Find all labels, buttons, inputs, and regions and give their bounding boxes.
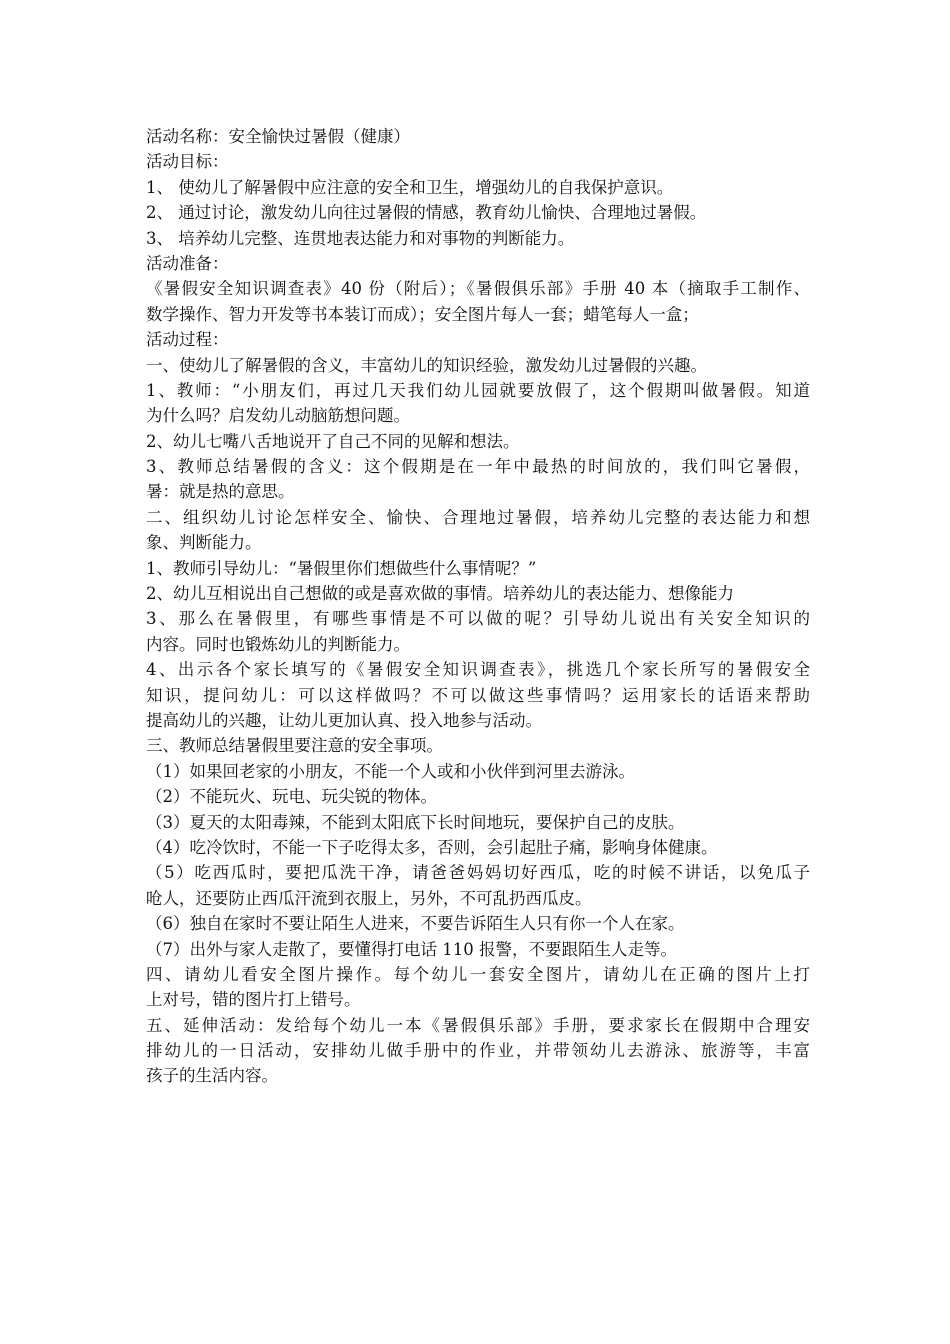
process-heading: 活动过程： <box>146 330 229 350</box>
paragraph-line: 暑：就是热的意思。 <box>146 482 295 502</box>
section-heading-2-cont: 象、判断能力。 <box>146 533 262 553</box>
goals-heading: 活动目标： <box>146 152 229 172</box>
paragraph-line: 知识，提问幼儿：可以这样做吗？不可以做这些事情吗？运用家长的话语来帮助 <box>146 685 810 705</box>
section-heading-5-cont: 排幼儿的一日活动，安排幼儿做手册中的作业，并带领幼儿去游泳、旅游等，丰富 <box>146 1041 810 1061</box>
safety-item-cont: 呛人，还要防止西瓜汗流到衣服上，另外，不可乱扔西瓜皮。 <box>146 888 592 908</box>
goal-item-3: 3、 培养幼儿完整、连贯地表达能力和对事物的判断能力。 <box>146 228 575 248</box>
document-body <box>146 124 810 1089</box>
section-heading-5: 五、延伸活动：发给每个幼儿一本《暑假俱乐部》手册，要求家长在假期中合理安 <box>146 1015 810 1035</box>
paragraph-line: 内容。同时也锻炼幼儿的判断能力。 <box>146 634 410 654</box>
paragraph-line: 提高幼儿的兴趣，让幼儿更加认真、投入地参与活动。 <box>146 710 542 730</box>
paragraph-line: 2、幼儿七嘴八舌地说开了自己不同的见解和想法。 <box>146 431 520 451</box>
section-heading-4: 四、请幼儿看安全图片操作。每个幼儿一套安全图片，请幼儿在正确的图片上打 <box>146 964 810 984</box>
goal-item-2: 2、 通过讨论，激发幼儿向往过暑假的情感，教育幼儿愉快、合理地过暑假。 <box>146 203 707 223</box>
paragraph-line: 2、幼儿互相说出自己想做的或是喜欢做的事情。培养幼儿的表达能力、想像能力 <box>146 584 734 604</box>
section-heading-2: 二、组织幼儿讨论怎样安全、愉快、合理地过暑假，培养幼儿完整的表达能力和想 <box>146 507 810 527</box>
paragraph-line: 3、那么在暑假里，有哪些事情是不可以做的呢？引导幼儿说出有关安全知识的 <box>146 609 810 629</box>
section-heading-1: 一、使幼儿了解暑假的含义，丰富幼儿的知识经验，激发幼儿过暑假的兴趣。 <box>146 355 707 375</box>
paragraph-line: 为什么吗？启发幼儿动脑筋想问题。 <box>146 406 410 426</box>
safety-item: （5）吃西瓜时，要把瓜洗干净，请爸爸妈妈切好西瓜，吃的时候不讲话，以免瓜子 <box>146 863 810 883</box>
paragraph-line: 3、教师总结暑假的含义：这个假期是在一年中最热的时间放的，我们叫它暑假， <box>146 457 810 477</box>
activity-name-line: 活动名称：安全愉快过暑假（健康） <box>146 127 410 146</box>
safety-item: （2）不能玩火、玩电、玩尖锐的物体。 <box>146 787 437 807</box>
safety-item: （3）夏天的太阳毒辣，不能到太阳底下长时间地玩，要保护自己的皮肤。 <box>146 812 685 832</box>
goal-item-1: 1、 使幼儿了解暑假中应注意的安全和卫生，增强幼儿的自我保护意识。 <box>146 177 674 197</box>
safety-item: （4）吃冷饮时，不能一下子吃得太多，否则，会引起肚子痛，影响身体健康。 <box>146 837 718 857</box>
preparation-heading: 活动准备： <box>146 253 229 273</box>
section-heading-4-cont: 上对号，错的图片打上错号。 <box>146 990 361 1010</box>
safety-item: （6）独自在家时不要让陌生人进来，不要告诉陌生人只有你一个人在家。 <box>146 914 685 934</box>
paragraph-line: 4、出示各个家长填写的《暑假安全知识调查表》，挑选几个家长所写的暑假安全 <box>146 660 810 680</box>
section-heading-3: 三、教师总结暑假里要注意的安全事项。 <box>146 736 443 756</box>
paragraph-line: 1、教师引导幼儿：“暑假里你们想做些什么事情呢？” <box>146 558 537 578</box>
safety-item: （1）如果回老家的小朋友，不能一个人或和小伙伴到河里去游泳。 <box>146 761 635 781</box>
section-heading-5-cont: 孩子的生活内容。 <box>146 1066 278 1086</box>
paragraph-line: 1、教师：“小朋友们，再过几天我们幼儿园就要放假了，这个假期叫做暑假。知道 <box>146 380 810 400</box>
preparation-text-line: 《暑假安全知识调查表》40 份（附后）；《暑假俱乐部》手册 40 本（摘取手工制作、 <box>146 279 810 299</box>
preparation-text-line: 数学操作、智力开发等书本装订而成）；安全图片每人一套；蜡笔每人一盒； <box>146 304 699 324</box>
safety-item: （7）出外与家人走散了，要懂得打电话 110 报警，不要跟陌生人走等。 <box>146 939 677 959</box>
